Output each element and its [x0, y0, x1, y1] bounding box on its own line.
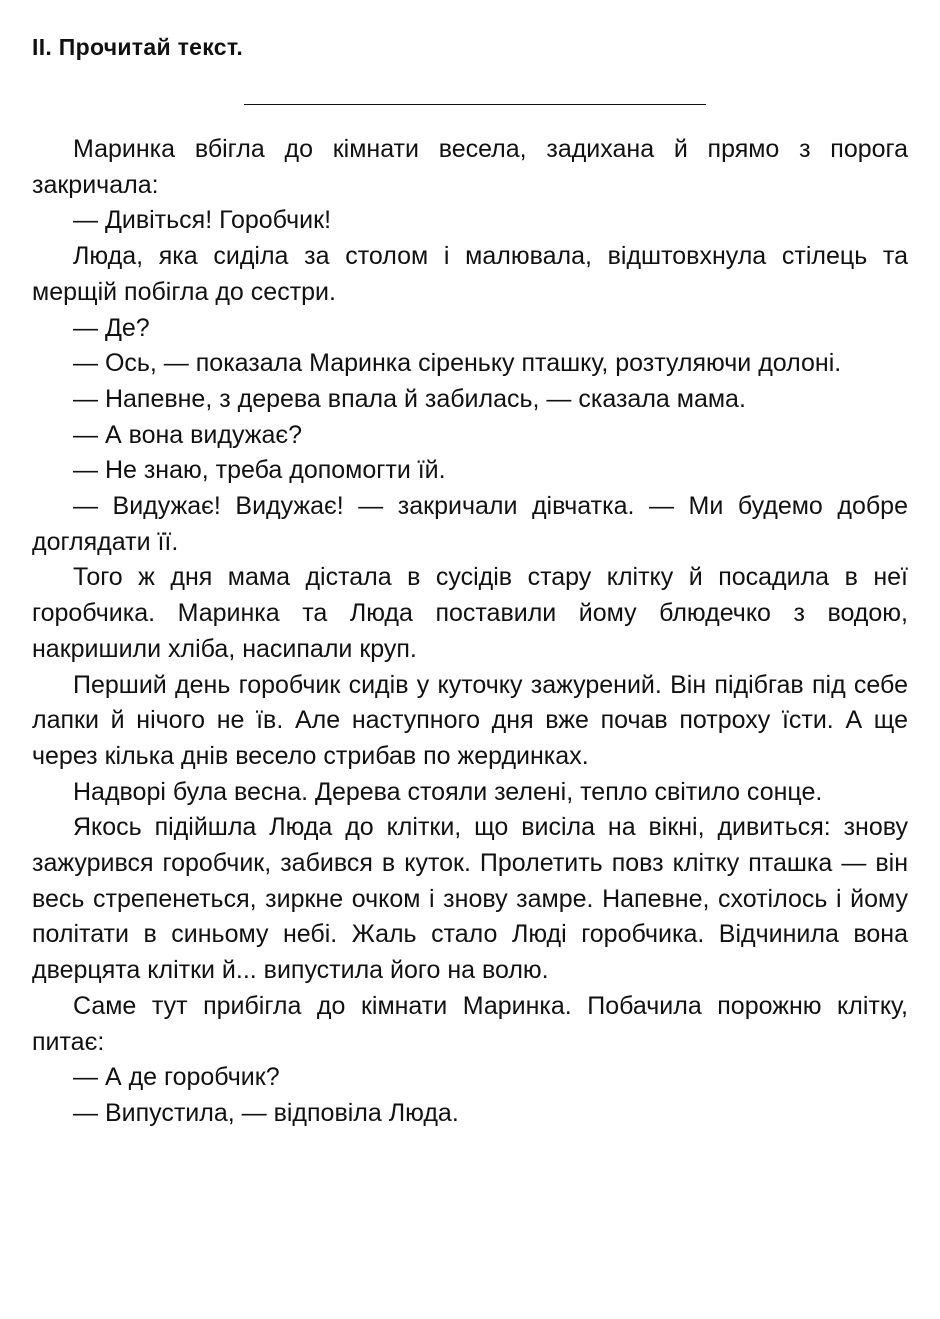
story-paragraph: Того ж дня мама дістала в сусідів стару клітку й посадила в неї горобчика. Маринка та Люда поставили йому блюдечко з водою, накришили хліба, насипали круп.: [32, 563, 908, 663]
story-paragraph: — А де горобчик?: [73, 1063, 280, 1092]
story-paragraph: Маринка вбігла до кімнати весела, задихана й прямо з порога закричала:: [32, 135, 908, 199]
story-paragraph: — А вона видужає?: [73, 420, 303, 449]
story-paragraph: — Видужає! Видужає! — закричали дівчатка. — Ми будемо добре доглядати її.: [32, 492, 908, 556]
story-paragraph: Люда, яка сиділа за столом і малювала, відштовхнула стілець та мерщій побігла до сестри.: [32, 242, 908, 306]
story-paragraph: — Не знаю, треба допомогти їй.: [73, 456, 446, 485]
story-paragraph: Перший день горобчик сидів у куточку зажурений. Він підібгав під себе лапки й нічого не їв. Але наступного дня вже почав потроху їсти. А ще через кілька днів весело стрибав по жердинках.: [32, 670, 908, 770]
task-heading: II. Прочитай текст.: [32, 34, 244, 60]
story-paragraph: Якось підійшла Люда до клітки, що висіла на вікні, дивиться: знову зажурився горобчик, забився в куток. Пролетить повз клітку пташка — він весь стрепенеться, зиркне очком і знову замре. Напевне, схотілось і йому політати в синьому небі. Жаль стало Люді горобчика. Відчинила вона дверцята клітки й... випустила його на волю.: [32, 813, 908, 985]
story-paragraph: — Де?: [73, 313, 150, 342]
story-paragraph: — Випустила, — відповіла Люда.: [73, 1098, 459, 1127]
title-blank-line: [244, 104, 706, 105]
story-paragraph: — Напевне, з дерева впала й забилась, — сказала мама.: [73, 384, 746, 413]
story-paragraph: — Ось, — показала Маринка сіреньку пташку, розтуляючи долоні.: [73, 349, 842, 378]
story-paragraph: — Дивіться! Горобчик!: [73, 206, 332, 235]
story-paragraph: Саме тут прибігла до кімнати Маринка. Побачила порожню клітку, питає:: [32, 991, 908, 1056]
story-paragraph: Надворі була весна. Дерева стояли зелені, тепло світило сонце.: [73, 777, 823, 806]
story-text: [32, 132, 908, 1132]
